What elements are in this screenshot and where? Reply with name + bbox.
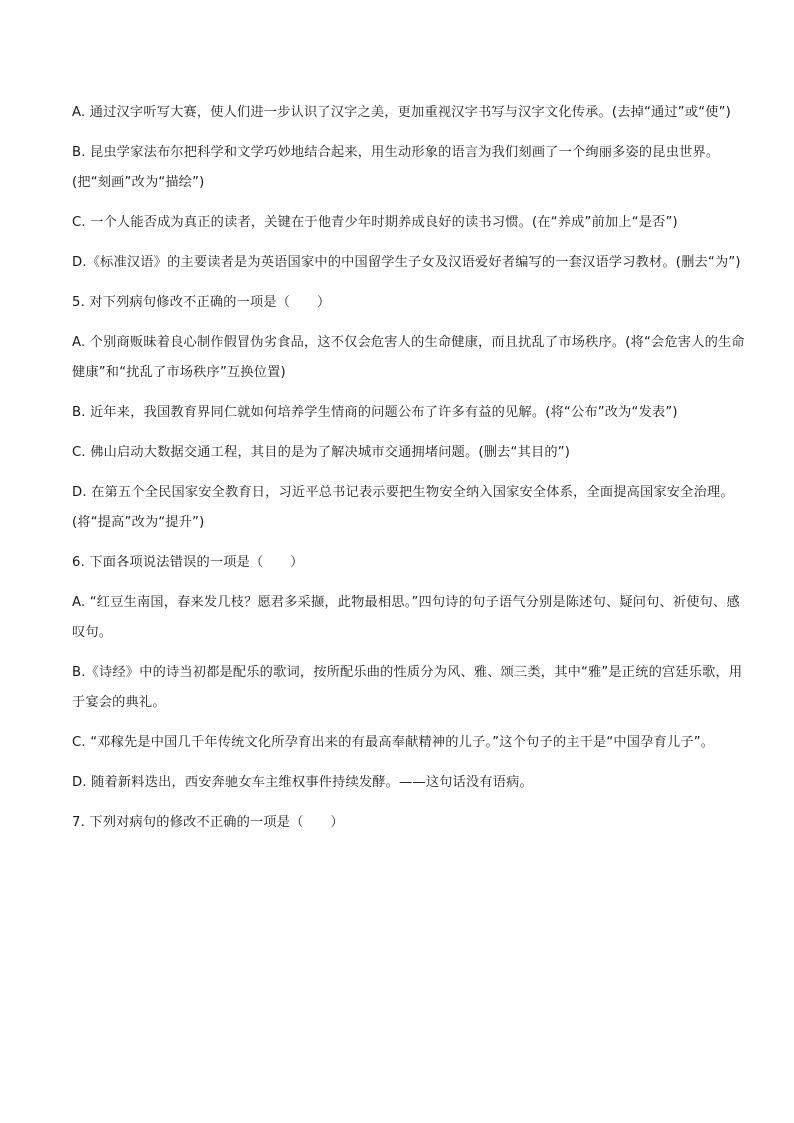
- q4-option-b: B. 昆虫学家法布尔把科学和文学巧妙地结合起来，用生动形象的语言为我们刻画了一个绚丽多姿的昆虫世界。(把“刻画”改为“描绘”): [72, 145, 720, 190]
- q5-option-a: A. 个别商贩昧着良心制作假冒伪劣食品，这不仅会危害人的生命健康，而且扰乱了市场秩序。(将“会危害人的生命健康”和“扰乱了市场秩序”互换位置): [72, 335, 745, 380]
- q5-stem: 5. 对下列病句修改不正确的一项是（ ）: [72, 295, 331, 310]
- document-page: [72, 98, 752, 848]
- q6-stem: 6. 下面各项说法错误的一项是（ ）: [72, 555, 304, 570]
- q6-option-a: A. “红豆生南国，春来发几枝？愿君多采撷，此物最相思。”四句诗的句子语气分别是陈述句、疑问句、祈使句、感叹句。: [72, 595, 740, 640]
- q4-option-c: C. 一个人能否成为真正的读者，关键在于他青少年时期养成良好的读书习惯。(在“养成”前加上“是否”): [72, 215, 678, 230]
- q5-option-d: D. 在第五个全民国家安全教育日，习近平总书记表示要把生物安全纳入国家安全体系，全面提高国家安全治理。(将“提高”改为“提升”): [72, 485, 734, 530]
- q7-stem: 7. 下列对病句的修改不正确的一项是（ ）: [72, 815, 344, 830]
- q6-option-b: B.《诗经》中的诗当初都是配乐的歌词，按所配乐曲的性质分为风、雅、颂三类，其中“雅”是正统的宫廷乐歌，用于宴会的典礼。: [72, 665, 743, 710]
- q4-option-a: A. 通过汉字听写大赛，使人们进一步认识了汉字之美，更加重视汉字书写与汉字文化传承。(去掉“通过”或“使”): [72, 105, 732, 120]
- q6-option-c: C. “邓稼先是中国几千年传统文化所孕育出来的有最高奉献精神的儿子。”这个句子的主干是“中国孕育儿子”。: [72, 735, 715, 750]
- q4-option-d: D.《标准汉语》的主要读者是为英语国家中的中国留学生子女及汉语爱好者编写的一套汉语学习教材。(删去“为”): [72, 255, 741, 270]
- q5-option-c: C. 佛山启动大数据交通工程，其目的是为了解决城市交通拥堵问题。(删去“其目的”): [72, 445, 571, 460]
- q5-option-b: B. 近年来，我国教育界同仁就如何培养学生情商的问题公布了许多有益的见解。(将“公布”改为“发表”): [72, 405, 678, 420]
- q6-option-d: D. 随着新料迭出，西安奔驰女车主维权事件持续发酵。——这句话没有语病。: [72, 775, 533, 790]
